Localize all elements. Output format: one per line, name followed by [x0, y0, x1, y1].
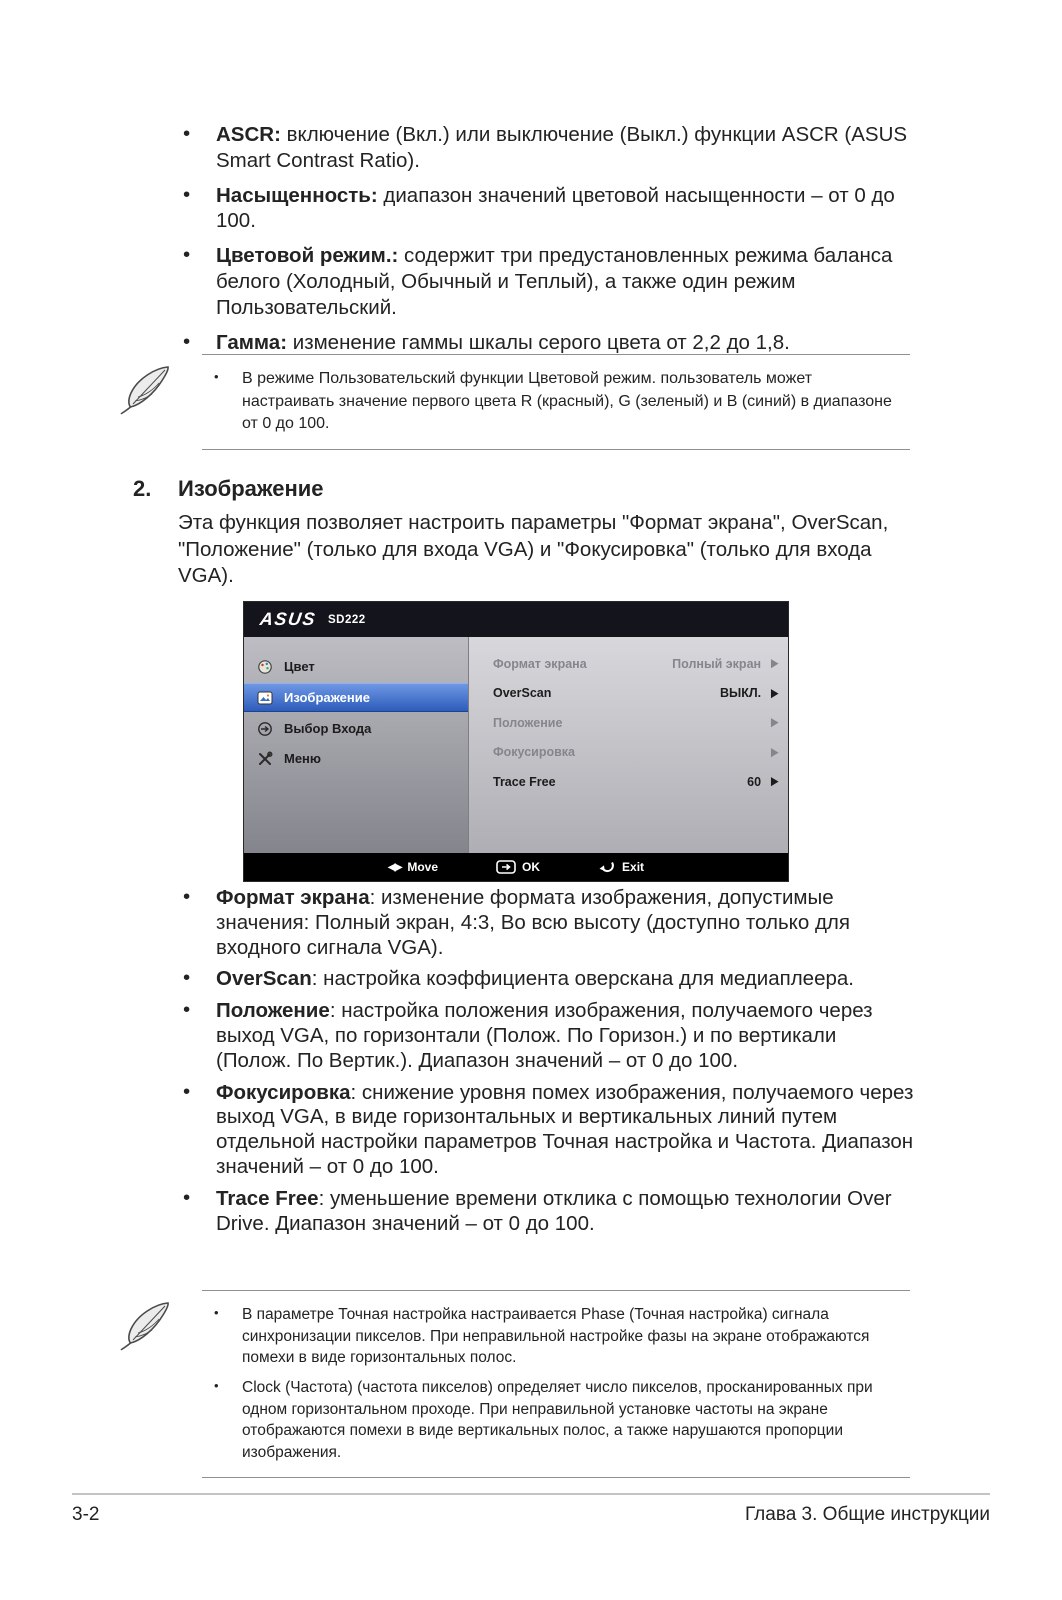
osd-row-label: Фокусировка: [493, 745, 576, 760]
bullet-marker: •: [214, 369, 219, 384]
bullet-marker: •: [183, 182, 191, 206]
move-arrows-icon: ◀▶: [387, 861, 402, 873]
note-body: [202, 354, 910, 450]
osd-row-label: Формат экрана: [493, 656, 587, 671]
arrow-right-icon: ▶: [771, 716, 778, 729]
bullet-marker: •: [214, 1378, 219, 1394]
list-item-saturation: [178, 183, 914, 235]
list-item-color-mode: [178, 243, 914, 320]
feather-icon: [118, 364, 176, 416]
list-item-ascr: [178, 122, 914, 174]
osd-menu-item-menu: [244, 745, 468, 772]
monitor-model-label: SD222: [328, 613, 366, 626]
term-label: Положение: [216, 999, 330, 1023]
image-icon: [257, 689, 275, 706]
term-description: содержит три предустановленных режима баланса белого (Холодный, Обычный и Теплый), а также один режим Пользовательский.: [216, 244, 893, 319]
footer-chapter-title: Глава 3. Общие инструкции: [744, 1504, 990, 1525]
note-icon-column: [118, 1290, 202, 1478]
term-description: диапазон значений цветовой насыщенности – от 0 до 100.: [216, 183, 895, 233]
osd-row-position: [469, 708, 788, 738]
top-bullet-list: [178, 122, 914, 365]
note-box: [118, 354, 910, 450]
osd-row-overscan: [469, 679, 788, 709]
arrow-right-icon: ▶: [771, 745, 778, 758]
note-box: [118, 1290, 910, 1478]
ok-button-icon: [496, 860, 516, 874]
osd-hint-ok: [496, 860, 540, 874]
bottom-bullet-list: [178, 886, 914, 1243]
note-item: [206, 1304, 904, 1369]
term-description: : настройка коэффициента оверскана для медиаплеера.: [311, 967, 854, 991]
term-label: Насыщенность:: [216, 183, 378, 207]
note-item: [206, 368, 904, 436]
bullet-marker: •: [214, 1305, 219, 1320]
wrench-icon: [257, 750, 275, 767]
arrow-right-icon: ▶: [771, 686, 778, 699]
feather-icon: [118, 1300, 176, 1352]
osd-menu-screenshot: [243, 601, 789, 882]
bullet-marker: •: [183, 243, 191, 267]
list-item-trace-free: [178, 1187, 914, 1237]
osd-hint-move-label: Move: [407, 860, 439, 874]
list-item-overscan: [178, 967, 914, 992]
osd-menu-item-label: Цвет: [284, 659, 315, 674]
osd-row-label: OverScan: [493, 686, 552, 701]
bullet-marker: •: [183, 966, 191, 990]
term-description: : уменьшение времени отклика с помощью технологии Over Drive. Диапазон значений – от 0 до 100.: [216, 1186, 892, 1235]
osd-menu-item-label: Меню: [284, 751, 322, 766]
osd-menu-item-input-select: [244, 715, 468, 742]
bullet-marker: •: [183, 998, 191, 1022]
color-icon: [257, 658, 275, 675]
osd-body: [244, 637, 788, 853]
list-item-focus: [178, 1081, 914, 1180]
list-item-gamma: [178, 330, 914, 356]
osd-row-trace-free: [469, 767, 788, 797]
osd-header: [244, 602, 788, 637]
section-intro-paragraph: Эта функция позволяет настроить параметры "Формат экрана", OverScan, "Положение" (только для входа VGA) и "Фокусировка" (только для входа VGA).: [178, 511, 889, 588]
bullet-marker: •: [183, 885, 191, 908]
bullet-marker: •: [183, 122, 191, 145]
term-label: Фокусировка: [216, 1080, 351, 1104]
list-item-aspect: [178, 886, 914, 960]
term-description: : настройка положения изображения, получаемого через выход VGA, по горизонтали (Полож. По Горизон.) и по вертикали (Полож. По Вертик.). Диапазон значений – от 0 до 100.: [216, 999, 873, 1072]
osd-menu-item-label: Выбор Входа: [284, 721, 372, 736]
note-icon-column: [118, 354, 202, 450]
osd-menu-item-image: [244, 683, 468, 712]
term-description: : снижение уровня помех изображения, получаемого через выход VGA, в виде горизонтальных и вертикальных линий путем отдельной настройки параметров Точная настройка и Частота. Диапазон значений – от 0 до 100.: [216, 1080, 914, 1178]
bullet-marker: •: [183, 329, 191, 353]
arrow-right-icon: ▶: [771, 775, 778, 788]
osd-menu-item-color: [244, 653, 468, 680]
section-heading: [133, 476, 324, 502]
bullet-marker: •: [183, 1185, 191, 1209]
term-label: Гамма:: [216, 330, 288, 354]
section-number: 2.: [133, 476, 152, 501]
note-text: Clock (Частота) (частота пикселов) определяет число пикселов, просканированных при одном горизонтальном проходе. При неправильной установке частоты на экране отображаются помехи в виде вертикальных полос, а также нарушаются пропорции изображения.: [242, 1379, 873, 1462]
osd-hint-exit-label: Exit: [622, 860, 645, 874]
footer-divider: [72, 1493, 990, 1495]
osd-hint-exit: [598, 860, 644, 874]
osd-row-label: Trace Free: [493, 774, 556, 789]
asus-logo: ASUS: [258, 609, 318, 629]
term-description: включение (Вкл.) или выключение (Выкл.) функции ASCR (ASUS Smart Contrast Ratio).: [216, 123, 908, 172]
osd-row-value: Полный экран: [672, 656, 762, 671]
osd-row-value: 60: [747, 774, 762, 789]
exit-back-icon: [598, 860, 616, 874]
osd-hint-bar: [244, 853, 788, 881]
note-text: В режиме Пользовательский функции Цветовой режим. пользователь может настраивать значение первого цвета R (красный), G (зеленый) и B (синий) в диапазоне от 0 до 100.: [242, 370, 892, 433]
osd-row-label: Положение: [493, 715, 563, 730]
osd-menu-column: [244, 637, 468, 853]
page-number: 3-2: [72, 1504, 100, 1525]
note-text: В параметре Точная настройка настраивается Phase (Точная настройка) сигнала синхронизации пикселов. При неправильной настройке фазы на экране отображаются помехи в виде горизонтальных полос.: [242, 1306, 870, 1367]
osd-hint-move: [388, 860, 438, 874]
term-label: Trace Free: [216, 1186, 319, 1210]
osd-row-value: ВЫКЛ.: [719, 686, 762, 701]
osd-settings-panel: [468, 637, 788, 853]
term-label: Формат экрана: [216, 886, 370, 909]
osd-row-aspect: [469, 649, 788, 679]
term-description: : изменение формата изображения, допустимые значения: Полный экран, 4:3, Во всю высоту (доступно только для входного сигнала VGA).: [216, 886, 850, 959]
list-item-position: [178, 999, 914, 1073]
bullet-marker: •: [183, 1079, 191, 1103]
term-description: изменение гаммы шкалы серого цвета от 2,2 до 1,8.: [287, 330, 790, 354]
arrow-right-icon: ▶: [771, 657, 778, 670]
osd-menu-item-label: Изображение: [284, 690, 370, 705]
term-label: OverScan: [216, 967, 312, 991]
section-title: Изображение: [178, 476, 324, 501]
term-label: ASCR:: [216, 123, 281, 146]
osd-hint-ok-label: OK: [522, 860, 541, 874]
note-item: [206, 1377, 904, 1464]
input-select-icon: [257, 720, 275, 737]
osd-row-focus: [469, 738, 788, 768]
note-body: [202, 1290, 910, 1478]
term-label: Цветовой режим.:: [216, 244, 399, 268]
